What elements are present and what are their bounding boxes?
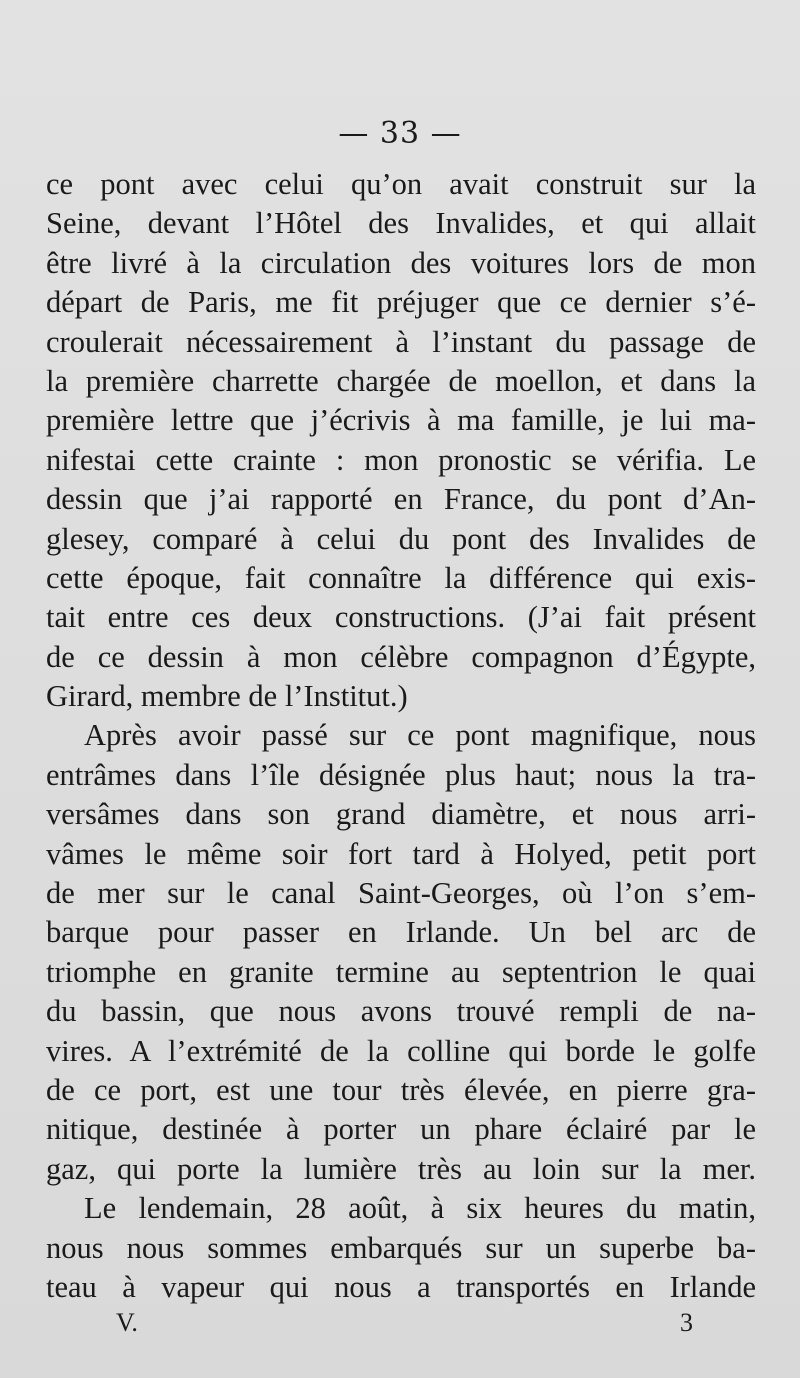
page-footer [0, 1308, 800, 1342]
text-line: Après avoir passé sur ce pont magnifique, nous [84, 718, 756, 753]
text-line: vires. A l’extrémité de la colline qui borde le golfe [46, 1033, 756, 1068]
text-line: de mer sur le canal Saint-Georges, où l’on s’em- [46, 876, 756, 911]
text-line: du bassin, que nous avons trouvé rempli de na- [46, 994, 756, 1029]
running-header: — 33 — [338, 116, 462, 151]
text-line: triomphe en granite termine au septentrion le quai [46, 954, 756, 989]
text-line: de ce dessin à mon célèbre compagnon d’Égypte, [46, 639, 756, 674]
text-line: versâmes dans son grand diamètre, et nous arri- [46, 797, 756, 832]
text-line: croulerait nécessairement à l’instant du passage de [46, 324, 756, 359]
text-line: vâmes le même soir fort tard à Holyed, petit port [46, 836, 756, 871]
text-line: nitique, destinée à porter un phare éclairé par le [46, 1112, 756, 1147]
text-line: tait entre ces deux constructions. (J’ai fait présent [46, 600, 756, 635]
text-line: nifestai cette crainte : mon pronostic se vérifia. Le [46, 442, 756, 477]
text-line: Le lendemain, 28 août, à six heures du matin, [84, 1191, 756, 1226]
text-line: barque pour passer en Irlande. Un bel arc de [46, 915, 756, 950]
text-line: glesey, comparé à celui du pont des Invalides de [46, 521, 756, 556]
text-line: départ de Paris, me fit préjuger que ce dernier s’é- [46, 285, 756, 320]
text-line: Girard, membre de l’Institut.) [46, 679, 408, 714]
text-line: la première charrette chargée de moellon, et dans la [46, 363, 756, 398]
text-line: gaz, qui porte la lumière très au loin sur la mer. [46, 1151, 756, 1186]
text-line: Seine, devant l’Hôtel des Invalides, et qui allait [46, 206, 756, 241]
body-text [46, 165, 756, 1307]
text-line: être livré à la circulation des voitures lors de mon [46, 245, 756, 280]
folio-number: 3 [680, 1308, 693, 1337]
text-line: entrâmes dans l’île désignée plus haut; nous la tra- [46, 757, 756, 792]
signature-mark: V. [116, 1308, 138, 1337]
text-line: ce pont avec celui qu’on avait construit sur la [46, 167, 756, 201]
text-line: teau à vapeur qui nous a transportés en Irlande [46, 1269, 756, 1304]
text-line: cette époque, fait connaître la différence qui exis- [46, 560, 756, 595]
text-line: de ce port, est une tour très élevée, en pierre gra- [46, 1072, 756, 1107]
text-line: nous nous sommes embarqués sur un superbe ba- [46, 1230, 756, 1265]
text-line: première lettre que j’écrivis à ma famille, je lui ma- [46, 403, 756, 438]
text-line: dessin que j’ai rapporté en France, du pont d’An- [46, 482, 756, 517]
